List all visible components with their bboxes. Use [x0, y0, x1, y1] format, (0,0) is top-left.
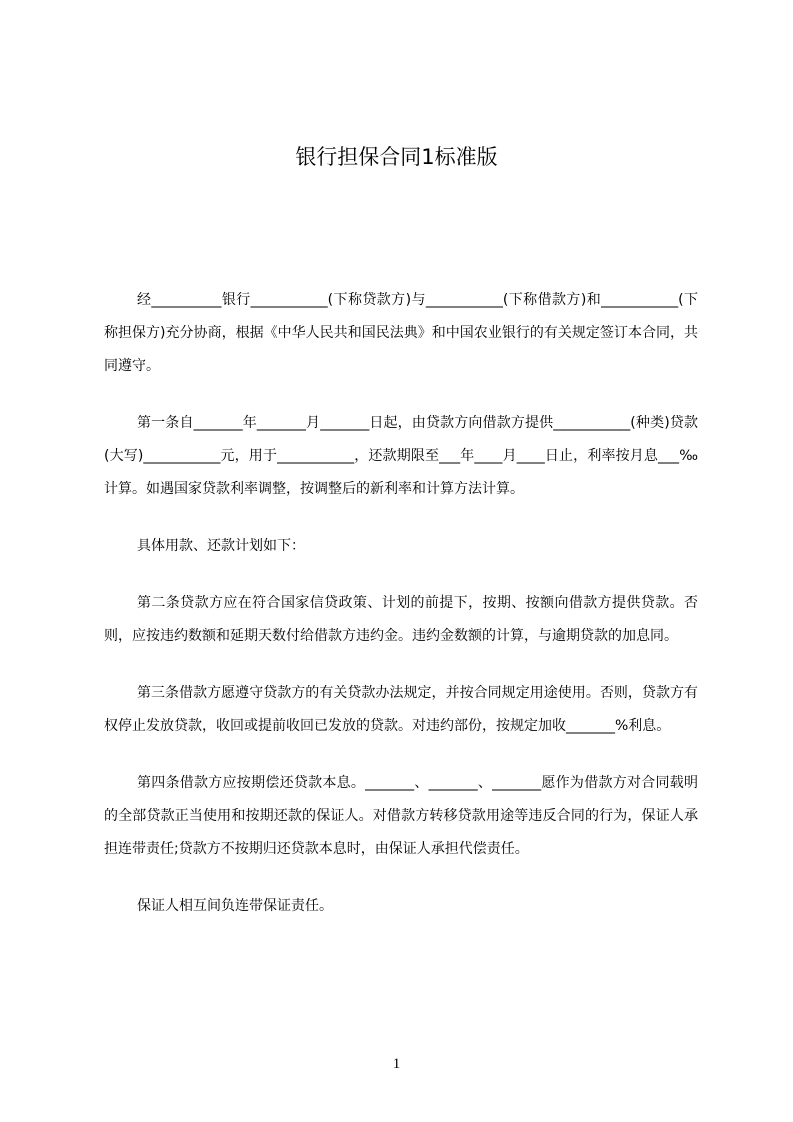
page-number: 1: [392, 1056, 401, 1072]
paragraph-article-2: 第二条贷款方应在符合国家信贷政策、计划的前提下，按期、按额向借款方提供贷款。否则，应按违约数额和延期天数付给借款方违约金。违约金数额的计算，与逾期贷款的加息同。: [104, 595, 698, 644]
paragraph-joint-liability: 保证人相互间负连带保证责任。: [137, 898, 333, 914]
document-title: 银行担保合同1标准版: [295, 145, 498, 169]
paragraph-article-3: 第三条借款方愿遵守贷款方的有关贷款办法规定，并按合同规定用途使用。否则，贷款方有权停止发放贷款，收回或提前收回已发放的贷款。对违约部份，按规定加收_______%利息。: [104, 685, 698, 734]
paragraph-article-4: 第四条借款方应按期偿还贷款本息。_______、_______、_______愿作为借款方对合同载明的全部贷款正当使用和按期还款的保证人。对借款方转移贷款用途等违反合同的行为，保证人承担连带责任;贷款方不按期归还贷款本息时，由保证人承担代偿责任。: [104, 775, 698, 857]
document-body: [104, 284, 698, 947]
paragraph-repayment-plan: 具体用款、还款计划如下：: [137, 538, 305, 554]
paragraph-article-1: 第一条自_______年_______月_______日起，由贷款方向借款方提供___________(种类)贷款(大写)___________元，用于___________，还款期限至___年____月____日止，利率按月息___‰计算。如遇国家贷款利率调整，按调整后的新利率和计算方法计算。: [104, 415, 698, 497]
paragraph-preamble: 经__________银行___________(下称贷款方)与___________(下称借款方)和___________(下称担保方)充分协商，根据《中华人民共和国民法典》和中国农业银行的有关规定签订本合同，共同遵守。: [104, 292, 698, 374]
